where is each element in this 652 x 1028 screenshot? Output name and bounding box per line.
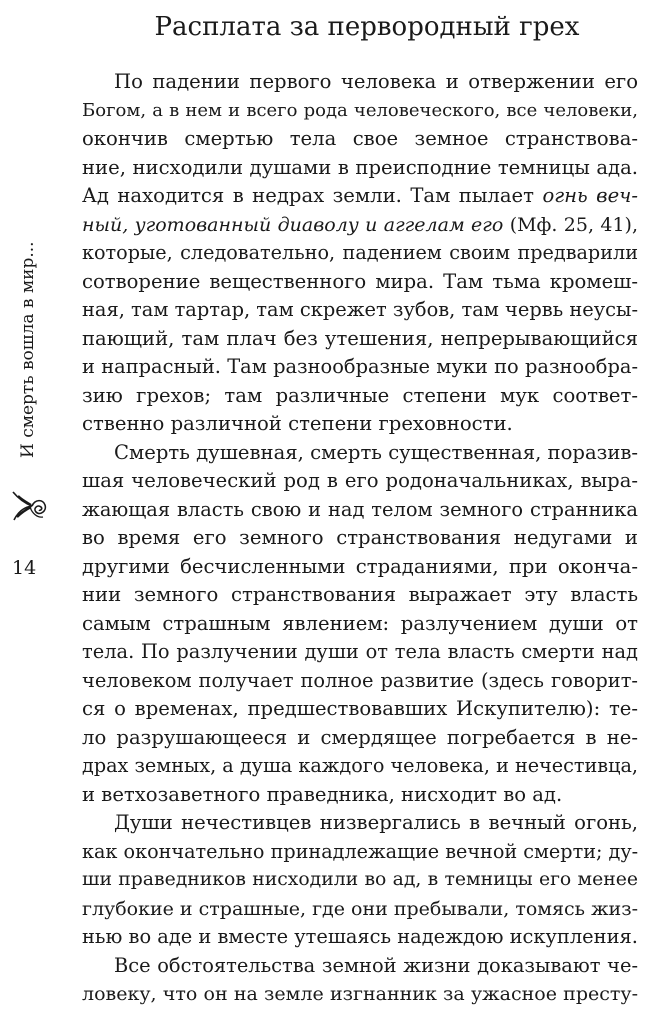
text-line: ная, там тартар, там скрежет зубов, там червь неусы-	[82, 298, 639, 321]
floral-ornament-icon	[10, 486, 50, 526]
page-number: 14	[12, 557, 37, 579]
body-text	[82, 68, 638, 1009]
paragraph	[82, 952, 638, 1009]
text-line: ственно различной степени греховности.	[82, 412, 513, 435]
text-line	[82, 211, 638, 240]
text-line: сотворение вещественного мира. Там тьма кромеш-	[82, 269, 638, 293]
text-line: человеком получает полное развитие (здесь говорит-	[82, 668, 638, 692]
text-line: зию грехов; там различные степени мук соответ-	[82, 383, 638, 407]
text-line: ло разрушающееся и смердящее погребается в не-	[82, 725, 638, 749]
text-line	[82, 182, 638, 211]
paragraph	[82, 439, 638, 810]
text-line: Души нечестивцев низвергались в вечный огонь,	[114, 811, 638, 834]
text-line: окончив смертью тела свое земное странствова-	[82, 127, 638, 150]
text-line: жающая власть свою и над телом земного странника	[82, 497, 638, 521]
scripture-quote: огнь веч-	[542, 184, 638, 207]
text-line: шая человеческий род в его родоначальниках, выра-	[82, 469, 638, 492]
text-line: ловеку, что он на земле изгнанник за ужасное престу-	[82, 983, 638, 1005]
text-line: нью во аде и вместе утешаясь надеждою искупления.	[82, 925, 638, 948]
text-line: ние, нисходили душами в преисподние темницы ада.	[82, 155, 638, 179]
text-line: другими бесчисленными страданиями, при оконча-	[82, 554, 638, 578]
text-line: нии земного странствования выражает эту власть	[82, 583, 638, 606]
text-line: драх земных, а душа каждого человека, и нечестивца,	[82, 754, 638, 777]
paragraph	[82, 68, 638, 439]
text-line: глубокие и страшные, где они пребывали, томясь жиз-	[82, 897, 638, 920]
text-line: которые, следовательно, падением своим предварили	[82, 241, 638, 264]
scripture-reference: (Мф. 25, 41),	[503, 213, 638, 236]
chapter-title: Расплата за первородный грех	[154, 12, 580, 42]
running-head: И смерть вошла в мир...	[18, 241, 38, 458]
text-line: тела. По разлучении души от тела власть смерти над	[82, 640, 638, 663]
text-segment: Ад находится в недрах земли. Там пылает	[82, 184, 543, 207]
text-line: По падении первого человека и отвержении его	[114, 70, 638, 93]
text-line: ши праведников нисходили во ад, в темницы его менее	[82, 869, 638, 890]
scripture-quote: ный, уготованный диаволу и аггелам его	[82, 213, 504, 236]
text-line: самым страшным явлением: разлучением души от	[82, 611, 638, 635]
text-line: как окончательно принадлежащие вечной смерти; ду-	[82, 839, 639, 863]
text-line: ся о временах, предшествовавших Искупителю): те-	[82, 697, 638, 720]
text-line: пающий, там плач без утешения, непрерывающийся	[82, 326, 638, 350]
text-line: во время его земного странствования недугами и	[82, 526, 638, 549]
text-line: и напрасный. Там разнообразные муки по разнообра-	[82, 355, 638, 378]
text-line: Богом, а в нем и всего рода человеческого, все человеки,	[82, 99, 638, 121]
text-line: Все обстоятельства земной жизни доказывают че-	[114, 953, 638, 977]
text-line: и ветхозаветного праведника, нисходит во ад.	[82, 782, 563, 806]
paragraph	[82, 809, 638, 952]
text-line: Смерть душевная, смерть существенная, поразив-	[114, 440, 639, 464]
